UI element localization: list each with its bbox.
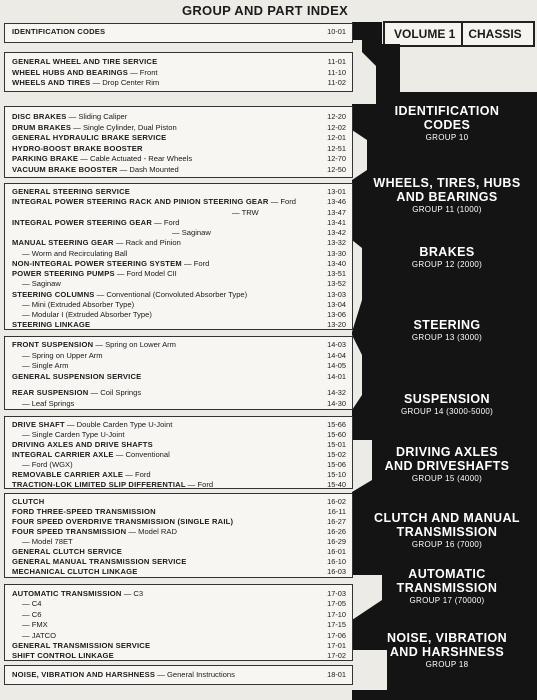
index-entry[interactable] xyxy=(5,620,352,630)
group-tab-number: GROUP 18 xyxy=(425,660,469,669)
entry-title: REMOVABLE CARRIER AXLE xyxy=(12,470,124,479)
entry-label xyxy=(12,388,141,398)
entry-title: MECHANICAL CLUTCH LINKAGE xyxy=(12,567,138,576)
entry-title: PARKING BRAKE xyxy=(12,154,79,163)
entry-label xyxy=(12,372,141,382)
entry-page-number: 16-01 xyxy=(327,547,346,556)
entry-label xyxy=(12,480,213,490)
entry-subtitle: — Rack and Pinion xyxy=(113,238,181,248)
entry-label xyxy=(12,154,192,164)
group-tab-heading: TRANSMISSION xyxy=(396,525,498,539)
entry-subtitle: — Single Arm xyxy=(22,361,69,370)
index-entry[interactable] xyxy=(5,249,352,259)
entry-label xyxy=(12,320,90,330)
entry-page-number: 12-01 xyxy=(327,133,346,142)
entry-title: INTEGRAL POWER STEERING GEAR xyxy=(12,217,153,227)
entry-page-number: 13-32 xyxy=(327,238,346,248)
entry-subtitle: — Worm and Recirculating Ball xyxy=(22,248,128,258)
index-entry[interactable] xyxy=(5,460,352,470)
entry-title: WHEEL HUBS AND BEARINGS xyxy=(12,67,128,77)
entry-page-number: 15-40 xyxy=(327,480,346,489)
index-entry[interactable] xyxy=(5,187,352,197)
group-tab-number: GROUP 16 (7000) xyxy=(411,540,483,549)
entry-title: AUTOMATIC TRANSMISSION xyxy=(12,589,122,598)
entry-page-number: 13-41 xyxy=(327,217,346,227)
entry-subtitle: — Ford (WGX) xyxy=(22,460,73,469)
entry-page-number: 13-42 xyxy=(327,228,346,237)
entry-label xyxy=(12,497,44,507)
entry-label xyxy=(12,517,233,527)
entry-label xyxy=(22,610,41,620)
entry-label xyxy=(12,218,180,228)
entry-subtitle: — JATCO xyxy=(22,630,57,640)
entry-title: MANUAL STEERING GEAR xyxy=(12,238,114,248)
entry-page-number: 12-51 xyxy=(327,143,346,153)
group-tab-heading: TRANSMISSION xyxy=(396,581,498,595)
entry-title: GENERAL TRANSMISSION SERVICE xyxy=(12,641,151,650)
entry-subtitle: — Ford Model CII xyxy=(114,269,177,278)
entry-page-number: 17-02 xyxy=(327,651,346,661)
entry-label xyxy=(22,620,48,630)
entry-title: FORD THREE-SPEED TRANSMISSION xyxy=(12,507,156,516)
entry-label xyxy=(12,259,209,269)
group-tab-number: GROUP 12 (2000) xyxy=(411,260,483,269)
entry-label xyxy=(12,269,177,279)
group-tab-heading: IDENTIFICATION xyxy=(394,104,500,118)
entry-label xyxy=(22,310,152,320)
entry-title: GENERAL WHEEL AND TIRE SERVICE xyxy=(12,57,158,66)
entry-page-number: 11-02 xyxy=(327,78,346,87)
entry-subtitle: — Single Carden Type U-Joint xyxy=(22,430,125,439)
index-entry[interactable] xyxy=(5,154,352,164)
group-tab-heading: AND BEARINGS xyxy=(396,190,498,204)
group-tab-number: GROUP 11 (1000) xyxy=(412,205,482,214)
entry-page-number: 15-06 xyxy=(327,460,346,469)
entry-page-number: 13-03 xyxy=(327,289,346,299)
entry-subtitle: — Mini (Extruded Absorber Type) xyxy=(22,299,135,309)
entry-label xyxy=(12,450,170,460)
entry-page-number: 11-01 xyxy=(327,57,346,66)
group-tab-number: GROUP 14 (3000-5000) xyxy=(400,407,494,416)
group-tab[interactable] xyxy=(357,567,537,607)
entry-subtitle: — Ford xyxy=(152,217,180,227)
entry-page-number: 16-29 xyxy=(327,537,346,546)
entry-title: FRONT SUSPENSION xyxy=(12,340,94,349)
entry-label xyxy=(22,599,41,609)
group-tab[interactable] xyxy=(357,511,537,551)
index-entry[interactable] xyxy=(5,340,352,350)
index-entry[interactable] xyxy=(5,238,352,248)
entry-page-number: 10-01 xyxy=(327,27,346,36)
entry-label xyxy=(22,537,73,547)
index-entry[interactable] xyxy=(5,589,352,599)
index-entry[interactable] xyxy=(5,133,352,143)
entry-title: INTEGRAL CARRIER AXLE xyxy=(12,450,114,459)
entry-title: STEERING LINKAGE xyxy=(12,320,91,330)
entry-label xyxy=(22,300,134,310)
entry-page-number: 12-02 xyxy=(327,122,346,132)
entry-page-number: 15-02 xyxy=(327,450,346,459)
entry-page-number: 16-11 xyxy=(327,507,346,516)
entry-title: VACUUM BRAKE BOOSTER xyxy=(12,164,118,174)
group-tab-heading: AND DRIVESHAFTS xyxy=(384,459,510,473)
entry-title: SHIFT CONTROL LINKAGE xyxy=(12,651,114,661)
index-entry[interactable] xyxy=(5,388,352,398)
entry-label xyxy=(12,238,181,248)
entry-page-number: 13-40 xyxy=(327,258,346,268)
entry-title: NOISE, VIBRATION AND HARSHNESS xyxy=(12,670,156,679)
entry-title: GENERAL CLUTCH SERVICE xyxy=(12,547,123,556)
entry-title: NON-INTEGRAL POWER STEERING SYSTEM xyxy=(12,258,182,268)
volume-label: VOLUME 1 xyxy=(385,23,463,45)
entry-subtitle: — Dash Mounted xyxy=(117,164,179,174)
entry-page-number: 14-03 xyxy=(327,340,346,349)
entry-label xyxy=(12,470,151,480)
group-tab-heading: AND HARSHNESS xyxy=(389,645,505,659)
index-entry[interactable] xyxy=(5,480,352,490)
index-entry[interactable] xyxy=(5,567,352,577)
entry-title: IDENTIFICATION CODES xyxy=(12,27,106,36)
group-tab-heading: DRIVING AXLES xyxy=(396,445,498,459)
group-tab-heading: BRAKES xyxy=(419,245,475,259)
index-entry[interactable] xyxy=(5,68,352,78)
entry-page-number: 15-60 xyxy=(327,430,346,439)
entry-title: REAR SUSPENSION xyxy=(12,388,89,397)
entry-label xyxy=(22,279,61,289)
entry-page-number: 14-05 xyxy=(327,361,346,370)
entry-page-number: 14-32 xyxy=(327,388,346,397)
entry-label xyxy=(12,123,177,133)
index-panel-p9 xyxy=(4,665,353,685)
entry-label xyxy=(22,430,124,440)
entry-subtitle: — Saginaw xyxy=(172,228,211,237)
entry-title: DRIVE SHAFT xyxy=(12,420,65,429)
entry-subtitle: — Ford xyxy=(123,470,151,479)
group-tab-heading: NOISE, VIBRATION xyxy=(386,631,508,645)
entry-label xyxy=(12,144,143,154)
entry-label xyxy=(232,208,259,218)
entry-subtitle: — Drop Center Rim xyxy=(90,78,160,87)
index-entry[interactable] xyxy=(5,399,352,409)
entry-title: DRIVING AXLES AND DRIVE SHAFTS xyxy=(12,440,153,449)
index-entry[interactable] xyxy=(5,78,352,88)
index-entry[interactable] xyxy=(5,165,352,175)
entry-subtitle: — General Instructions xyxy=(155,670,235,679)
entry-subtitle: — Coil Springs xyxy=(88,388,142,397)
entry-subtitle: — FMX xyxy=(22,620,48,630)
entry-page-number: 17-15 xyxy=(327,620,346,630)
entry-subtitle: — Double Carden Type U-Joint xyxy=(64,420,173,429)
entry-page-number: 13-01 xyxy=(327,187,346,196)
entry-label xyxy=(12,670,235,680)
entry-page-number: 16-03 xyxy=(327,567,346,576)
entry-page-number: 17-01 xyxy=(327,641,346,650)
entry-subtitle: — Model 78ET xyxy=(22,537,73,546)
index-entry[interactable] xyxy=(5,372,352,382)
index-entry[interactable] xyxy=(5,430,352,440)
entry-label xyxy=(12,133,166,143)
group-tab-heading: CODES xyxy=(423,118,471,132)
index-panel-p5 xyxy=(4,336,353,410)
entry-title: GENERAL SUSPENSION SERVICE xyxy=(12,371,142,381)
group-tab-heading: SUSPENSION xyxy=(404,392,490,406)
entry-page-number: 17-10 xyxy=(327,609,346,619)
index-panel-p2 xyxy=(4,52,353,92)
index-entry[interactable] xyxy=(5,27,352,37)
entry-label xyxy=(12,187,130,197)
entry-subtitle: — Leaf Springs xyxy=(22,398,75,408)
entry-page-number: 12-50 xyxy=(327,164,346,174)
entry-subtitle: — C3 xyxy=(121,589,144,598)
group-tab[interactable] xyxy=(357,245,537,271)
entry-label xyxy=(12,547,122,557)
index-entry[interactable] xyxy=(5,670,352,680)
group-tab[interactable] xyxy=(357,631,537,671)
group-tab-number: GROUP 13 (3000) xyxy=(411,333,483,342)
index-entry[interactable] xyxy=(5,527,352,537)
group-tab-heading: STEERING xyxy=(413,318,481,332)
entry-page-number: 15-01 xyxy=(327,440,346,449)
index-entry[interactable] xyxy=(5,507,352,517)
entry-subtitle: — Conventional xyxy=(113,450,170,459)
entry-title: DISC BRAKES xyxy=(12,112,67,121)
entry-label xyxy=(12,78,159,88)
entry-page-number: 13-30 xyxy=(327,248,346,258)
chassis-label: CHASSIS xyxy=(468,27,522,41)
group-tab-number: GROUP 17 (70000) xyxy=(409,596,485,605)
entry-label xyxy=(22,249,127,259)
entry-subtitle: — TRW xyxy=(232,207,259,217)
entry-label xyxy=(12,112,127,122)
entry-label xyxy=(12,641,150,651)
entry-page-number: 16-27 xyxy=(327,517,346,526)
entry-label xyxy=(22,361,68,371)
index-entry[interactable] xyxy=(5,651,352,661)
entry-title: CLUTCH xyxy=(12,497,45,506)
index-entry[interactable] xyxy=(5,420,352,430)
index-entry[interactable] xyxy=(5,641,352,651)
entry-label xyxy=(12,557,187,567)
entry-label xyxy=(12,27,105,37)
index-entry[interactable] xyxy=(5,440,352,450)
entry-label xyxy=(22,631,56,641)
group-tab[interactable] xyxy=(357,176,537,216)
index-entry[interactable] xyxy=(5,259,352,269)
entry-subtitle: — Saginaw xyxy=(22,279,61,289)
entry-label xyxy=(12,567,138,577)
entry-label xyxy=(12,340,176,350)
index-entry[interactable] xyxy=(5,361,352,371)
entry-page-number: 17-05 xyxy=(327,599,346,609)
index-entry[interactable] xyxy=(5,497,352,507)
index-entry[interactable] xyxy=(5,290,352,300)
index-panel-p4 xyxy=(4,183,353,330)
entry-label xyxy=(22,351,103,361)
entry-label xyxy=(22,399,74,409)
entry-title: STEERING COLUMNS xyxy=(12,289,95,299)
entry-page-number: 17-03 xyxy=(327,589,346,598)
index-entry[interactable] xyxy=(5,197,352,207)
entry-page-number: 11-10 xyxy=(327,67,346,77)
entry-label xyxy=(12,290,247,300)
index-entry[interactable] xyxy=(5,300,352,310)
index-panel-p7 xyxy=(4,493,353,578)
index-entry[interactable] xyxy=(5,310,352,320)
entry-subtitle: — C6 xyxy=(22,609,42,619)
entry-page-number: 16-10 xyxy=(327,557,346,566)
entry-page-number: 14-04 xyxy=(327,350,346,360)
entry-title: WHEELS AND TIRES xyxy=(12,78,91,87)
entry-page-number: 15-10 xyxy=(327,470,346,479)
entry-label xyxy=(12,440,153,450)
entry-page-number: 14-01 xyxy=(327,371,346,381)
entry-page-number: 13-06 xyxy=(327,310,346,319)
entry-label xyxy=(12,197,296,207)
entry-page-number: 13-47 xyxy=(327,207,346,217)
entry-page-number: 12-70 xyxy=(327,154,346,163)
entry-page-number: 13-46 xyxy=(327,197,346,207)
entry-label xyxy=(12,68,158,78)
entry-subtitle: — Front xyxy=(127,67,158,77)
entry-subtitle: — Single Cylinder, Dual Piston xyxy=(71,122,177,132)
entry-label xyxy=(12,651,114,661)
entry-label xyxy=(12,507,156,517)
entry-page-number: 17-06 xyxy=(327,630,346,640)
index-entry[interactable] xyxy=(5,144,352,154)
entry-title: GENERAL HYDRAULIC BRAKE SERVICE xyxy=(12,133,167,142)
index-entry[interactable] xyxy=(5,320,352,330)
entry-title: DRUM BRAKES xyxy=(12,122,72,132)
entry-label xyxy=(22,460,73,470)
entry-page-number: 14-30 xyxy=(327,398,346,408)
index-entry[interactable] xyxy=(5,470,352,480)
entry-label xyxy=(12,57,157,67)
entry-label xyxy=(12,527,177,537)
entry-page-number: 13-51 xyxy=(327,269,346,278)
index-entry[interactable] xyxy=(5,351,352,361)
entry-subtitle: — C4 xyxy=(22,599,42,609)
index-entry[interactable] xyxy=(5,269,352,279)
entry-subtitle: — Ford xyxy=(185,480,214,489)
entry-title: HYDRO-BOOST BRAKE BOOSTER xyxy=(12,143,143,153)
entry-subtitle: — Spring on Lower Arm xyxy=(93,340,176,349)
page-title: GROUP AND PART INDEX xyxy=(181,3,349,18)
entry-subtitle: — Conventional (Convoluted Absorber Type) xyxy=(94,289,248,299)
entry-subtitle: — Model RAD xyxy=(126,527,177,536)
entry-subtitle: — Ford xyxy=(181,258,210,268)
entry-page-number: 18-01 xyxy=(327,670,346,679)
entry-page-number: 13-20 xyxy=(327,320,346,330)
group-tab-number: GROUP 10 xyxy=(425,133,469,142)
entry-label xyxy=(172,228,211,238)
entry-title: TRACTION-LOK LIMITED SLIP DIFFERENTIAL xyxy=(12,480,186,489)
entry-label xyxy=(12,589,143,599)
entry-title: POWER STEERING PUMPS xyxy=(12,269,115,278)
index-entry[interactable] xyxy=(5,228,352,238)
group-tab-heading: CLUTCH AND MANUAL xyxy=(374,511,520,525)
index-entry[interactable] xyxy=(5,112,352,122)
entry-subtitle: — Sliding Caliper xyxy=(66,112,128,121)
entry-subtitle: — Ford xyxy=(268,197,297,207)
index-entry[interactable] xyxy=(5,557,352,567)
entry-title: INTEGRAL POWER STEERING RACK AND PINION STEERING GEAR xyxy=(12,197,269,207)
group-tab[interactable] xyxy=(357,318,537,344)
index-panel-p3 xyxy=(4,106,353,178)
entry-page-number: 16-02 xyxy=(327,497,346,506)
index-entry[interactable] xyxy=(5,450,352,460)
index-entry[interactable] xyxy=(5,279,352,289)
group-tab[interactable] xyxy=(357,392,537,418)
index-panel-p8 xyxy=(4,584,353,661)
entry-title: GENERAL STEERING SERVICE xyxy=(12,187,131,196)
index-entry[interactable] xyxy=(5,631,352,641)
index-entry[interactable] xyxy=(5,123,352,133)
entry-page-number: 12-20 xyxy=(327,112,346,121)
index-entry[interactable] xyxy=(5,517,352,527)
entry-subtitle: — Cable Actuated - Rear Wheels xyxy=(78,154,193,163)
entry-title: GENERAL MANUAL TRANSMISSION SERVICE xyxy=(12,557,187,566)
entry-page-number: 15-66 xyxy=(327,420,346,429)
entry-title: FOUR SPEED OVERDRIVE TRANSMISSION (SINGLE RAIL) xyxy=(12,517,234,526)
group-tab[interactable] xyxy=(357,445,537,485)
entry-page-number: 13-52 xyxy=(327,279,346,289)
index-panel-p1 xyxy=(4,23,353,43)
entry-title: FOUR SPEED TRANSMISSION xyxy=(12,527,127,536)
entry-label xyxy=(12,165,179,175)
entry-label xyxy=(12,420,172,430)
index-entry[interactable] xyxy=(5,218,352,228)
entry-page-number: 16-26 xyxy=(327,527,346,536)
index-entry[interactable] xyxy=(5,599,352,609)
index-entry[interactable] xyxy=(5,610,352,620)
entry-subtitle: — Modular I (Extruded Absorber Type) xyxy=(22,310,152,319)
group-tab-number: GROUP 15 (4000) xyxy=(411,474,483,483)
entry-subtitle: — Spring on Upper Arm xyxy=(22,350,103,360)
index-panel-p6 xyxy=(4,416,353,489)
index-entry[interactable] xyxy=(5,208,352,218)
index-entry[interactable] xyxy=(5,547,352,557)
group-tab-heading: AUTOMATIC xyxy=(408,567,486,581)
index-entry[interactable] xyxy=(5,57,352,67)
entry-page-number: 13-04 xyxy=(327,299,346,309)
group-tab-heading: WHEELS, TIRES, HUBS xyxy=(373,176,521,190)
group-tab[interactable] xyxy=(357,104,537,144)
index-entry[interactable] xyxy=(5,537,352,547)
